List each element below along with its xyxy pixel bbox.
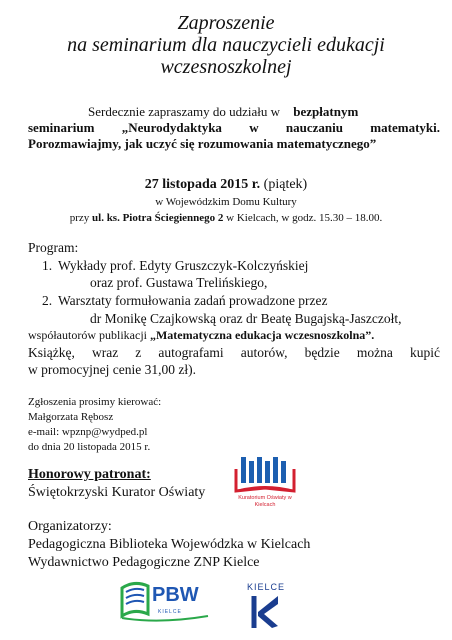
intro-line-1 — [28, 104, 440, 120]
event-date — [0, 177, 452, 193]
book-title: „Matematyczna edukacja wczesnoszkolna”. — [149, 328, 375, 342]
event-date-bold: 27 listopada 2015 r. — [144, 177, 261, 192]
patronage-heading: Honorowy patronat: — [28, 467, 151, 482]
program-item-2-number: 2. — [42, 293, 53, 308]
intro-line-1-bold: bezpłatnym — [293, 104, 359, 119]
venue-line-1: w Wojewódzkim Domu Kultury — [155, 196, 297, 208]
intro-paragraph — [28, 104, 440, 152]
venue-line-2-pre: przy — [69, 212, 93, 224]
patronage-name: Świętokrzyski Kurator Oświaty — [28, 485, 206, 500]
pbw-logo-subtext: KIELCE — [158, 609, 182, 615]
program-heading: Program: — [28, 240, 79, 255]
organizer-1: Pedagogiczna Biblioteka Wojewódzka w Kielcach — [28, 537, 311, 552]
kielce-logo-text: KIELCE — [246, 582, 285, 592]
kuratorium-books-icon — [232, 455, 298, 495]
program-item-1-line-2: oraz prof. Gustawa Trelińskiego, — [90, 275, 268, 290]
kielce-logo — [246, 582, 286, 632]
kuratorium-logo-text: Kuratorium Oświaty w Kielcach — [238, 495, 292, 508]
title-line-1: Zaproszenie — [177, 12, 275, 34]
authors-pre: współautorów publikacji — [28, 328, 150, 342]
program-item-1-line-1: Wykłady prof. Edyty Gruszczyk-Kolczyńskiej — [58, 258, 309, 273]
pbw-logo-text: PBW — [152, 584, 199, 606]
intro-line-3: Porozmawiajmy, jak uczyć się rozumowania matematycznego” — [28, 136, 377, 151]
authors-line — [28, 328, 440, 343]
book-line-2: w promocyjnej cenie 31,00 zł). — [28, 362, 196, 377]
program-item-2-line-2: dr Monikę Czajkowską oraz dr Beatę Bugajską-Jaszczołt, — [90, 311, 402, 326]
venue-line-2 — [0, 212, 452, 224]
pbw-logo — [120, 578, 210, 626]
registration-line-1: Zgłoszenia prosimy kierować: — [28, 396, 162, 408]
intro-line-1-plain: Serdecznie zapraszamy do udziału w — [88, 104, 281, 119]
organizer-2: Wydawnictwo Pedagogiczne ZNP Kielce — [28, 555, 260, 570]
venue-line-2-post: w Kielcach, w godz. 15.30 – 18.00. — [223, 212, 383, 224]
kuratorium-logo — [232, 455, 298, 511]
registration-deadline: do dnia 20 listopada 2015 r. — [28, 441, 151, 453]
book-line-1: Książkę, wraz z autografami autorów, będzie można kupić — [28, 345, 440, 360]
title-line-2: na seminarium dla nauczycieli edukacji — [67, 34, 385, 56]
organizers-heading: Organizatorzy: — [28, 519, 112, 534]
registration-contact-name: Małgorzata Rębosz — [28, 411, 114, 423]
intro-line-2: seminarium „Neurodydaktyka w nauczaniu matematyki. — [28, 120, 440, 135]
kielce-crown-icon — [246, 592, 286, 632]
venue-address: ul. ks. Piotra Ściegiennego 2 — [92, 212, 224, 224]
program-item-2-line-1: Warsztaty formułowania zadań prowadzone przez — [58, 293, 328, 308]
event-date-weekday: (piątek) — [263, 177, 308, 192]
program-item-1-number: 1. — [42, 258, 53, 273]
registration-email: e-mail: wpznp@wydped.pl — [28, 426, 148, 438]
title-line-3: wczesnoszkolnej — [160, 56, 292, 78]
